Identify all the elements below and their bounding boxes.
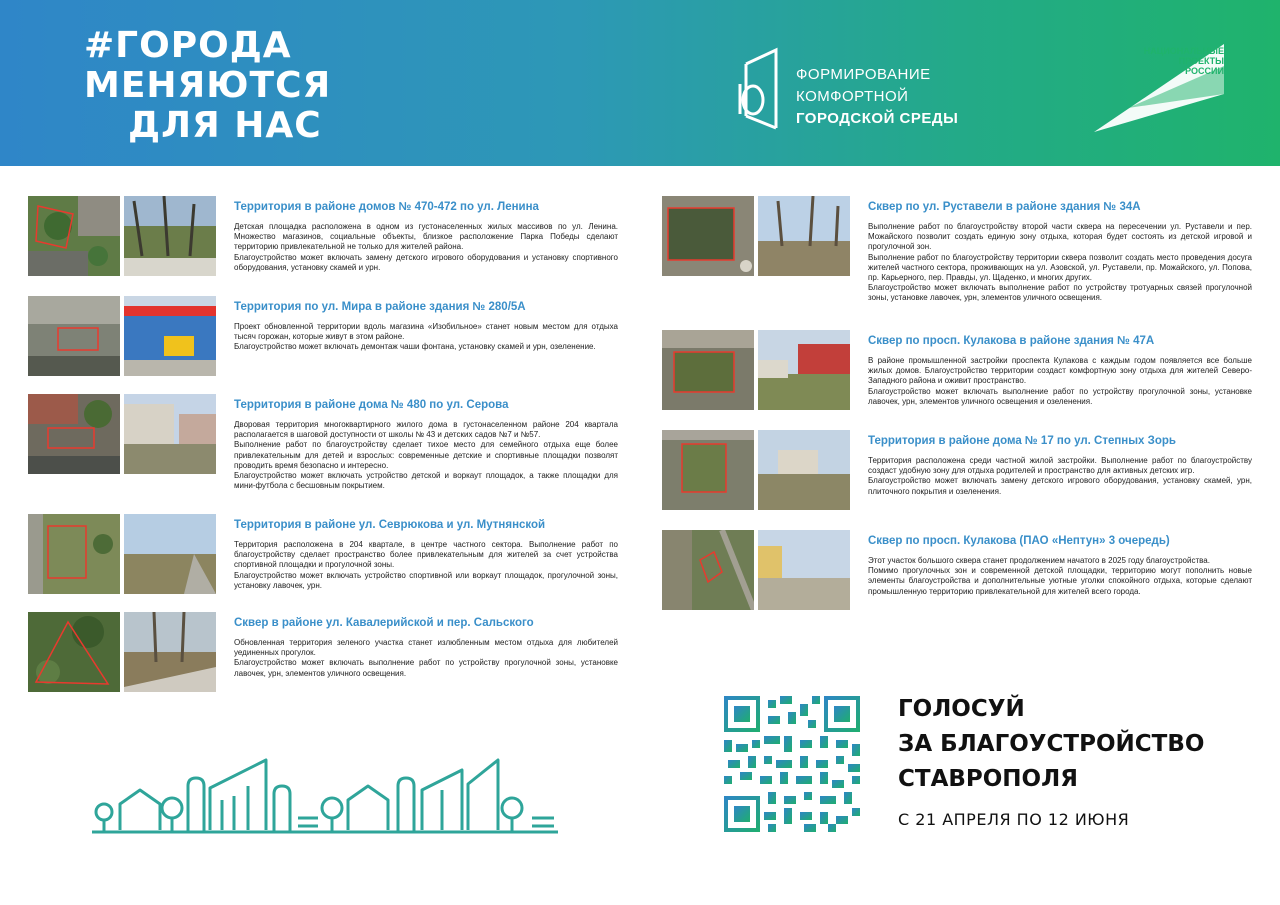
- project-paragraph: Детская площадка расположена в одном из густонаселенных жилых массивов по ул. Ленина. Множество магазинов, социальные объекты, близкое расположение Парка Победы сделают территорию привлекательной не только для жителей района.: [234, 222, 618, 252]
- site-photo: [758, 196, 850, 276]
- project-title: Территория в районе дома № 17 по ул. Степных Зорь: [868, 435, 1176, 447]
- hashtag-line-3: ДЛЯ НАС: [128, 105, 322, 146]
- aerial-photo: [662, 530, 754, 610]
- cta-line-2: ЗА БЛАГОУСТРОЙСТВО: [898, 731, 1205, 757]
- project-text: [234, 616, 618, 679]
- project-photos: [28, 296, 216, 376]
- brand-line-1: ФОРМИРОВАНИЕ: [796, 66, 931, 83]
- project-paragraph: Благоустройство может включать устройство детской и воркаут площадок, а также площадки для мини-футбола с бесшовным покрытием.: [234, 471, 618, 491]
- brand-line-2: КОМФОРТНОЙ: [796, 88, 909, 105]
- project-paragraph: Обновленная территория зеленого участка станет излюбленным местом отдыха для любителей уединенных прогулок.: [234, 638, 618, 658]
- aerial-photo: [662, 330, 754, 410]
- hashtag-slogan: [84, 26, 331, 146]
- project-description: [868, 456, 1252, 497]
- project-photos: [662, 330, 850, 410]
- project-paragraph: Благоустройство может включать демонтаж чаши фонтана, установку скамей и урн, озеленение.: [234, 342, 596, 352]
- project-photos: [28, 394, 216, 474]
- project-title: Сквер по просп. Кулакова в районе здания № 47А: [868, 335, 1155, 347]
- site-photo: [124, 612, 216, 692]
- site-photo: [124, 196, 216, 276]
- project-paragraph: Этот участок большого сквера станет продолжением начатого в 2025 году благоустройства.: [868, 556, 1210, 565]
- project-text: [868, 200, 1252, 304]
- project-description: [868, 556, 1252, 597]
- project-title: Сквер по ул. Руставели в районе здания № 34А: [868, 201, 1141, 213]
- brand-line-3: ГОРОДСКОЙ СРЕДЫ: [796, 110, 959, 127]
- project-title: Территория в районе домов № 470-472 по ул. Ленина: [234, 201, 539, 213]
- project-photos: [28, 612, 216, 692]
- project-photos: [28, 514, 216, 594]
- site-photo: [758, 530, 850, 610]
- project-card: [662, 330, 1262, 430]
- project-text: [234, 200, 618, 273]
- project-paragraph: Дворовая территория многоквартирного жилого дома в густонаселенном районе 204 квартала располагается в шаговой доступности от школы № 43 и детских садов №7 и №57.: [234, 420, 618, 440]
- project-title: Сквер по просп. Кулакова (ПАО «Нептун» 3 очередь): [868, 535, 1170, 547]
- site-photo: [758, 330, 850, 410]
- project-description: [234, 222, 618, 273]
- project-photos: [28, 196, 216, 276]
- left-column: [28, 196, 628, 702]
- project-card: [28, 514, 628, 612]
- national-projects-text: [1134, 46, 1224, 76]
- project-card: [662, 196, 1262, 330]
- project-description: [234, 638, 618, 679]
- project-paragraph: Благоустройство может включать выполнение работ по устройству прогулочной зоны, установке лавочек, урн, элементов уличного освещения.: [234, 658, 618, 678]
- aerial-photo: [662, 430, 754, 510]
- header-banner: [0, 0, 1280, 166]
- project-description: [234, 420, 618, 491]
- site-photo: [124, 394, 216, 474]
- np-line-1: НАЦИОНАЛЬНЫЕ: [1143, 46, 1224, 56]
- aerial-photo: [28, 296, 120, 376]
- project-paragraph: Помимо прогулочных зон и современной детской площадки, территорию могут пополнить новые элементы благоустройства и дополнительные уютные уголки спокойного отдыха, которые сделают промышленную территорию привлекательной для жителей всего города.: [868, 566, 1252, 596]
- project-paragraph: Проект обновленной территории вдоль магазина «Изобильное» станет новым местом для отдыха тысяч горожан, которые живут в этом районе.: [234, 322, 618, 342]
- hashtag-line-2: МЕНЯЮТСЯ: [84, 65, 332, 106]
- project-text: [868, 434, 1252, 497]
- project-title: Территория в районе дома № 480 по ул. Серова: [234, 399, 509, 411]
- project-card: [662, 430, 1262, 530]
- vote-call-to-action: [898, 692, 1204, 797]
- project-paragraph: Благоустройство может включать выполнение работ по устройству тротуарных связей прогулочной зоны, установке лавочек, урн, элементов уличного освещения.: [868, 283, 1252, 303]
- project-paragraph: Благоустройство может включать выполнение работ по устройству прогулочной зоны, установке лавочек, урн, элементов уличного освещения и озеленения.: [868, 386, 1252, 406]
- national-projects-logo: [1094, 44, 1224, 134]
- city-environment-logo-icon: [736, 44, 786, 134]
- brand-text: [796, 64, 958, 130]
- project-photos: [662, 530, 850, 610]
- project-paragraph: Выполнение работ по благоустройству сделает тихое место для семейного отдыха еще более привлекательным для детей и взрослых: современные детские и спортивные площадки позволят проводить время безопасно и интересно.: [234, 440, 618, 470]
- project-description: [234, 322, 618, 353]
- project-paragraph: Выполнение работ по благоустройству территории сквера позволит создать место проведения досуга жителей частного сектора, проживающих на ул. Азовской, ул. Руставели, пр. Можайского, ул. Попова, пр. Карьерного, пер. Правды, ул. Щаденко, и многих других.: [868, 252, 1252, 283]
- cta-line-3: СТАВРОПОЛЯ: [898, 766, 1078, 792]
- np-line-2: ПРОЕКТЫ: [1178, 56, 1224, 66]
- project-card: [28, 394, 628, 514]
- site-photo: [124, 514, 216, 594]
- project-description: [868, 356, 1252, 407]
- aerial-photo: [28, 394, 120, 474]
- project-text: [868, 334, 1252, 407]
- project-title: Территория по ул. Мира в районе здания № 280/5А: [234, 301, 526, 313]
- qr-code-icon: [724, 696, 860, 832]
- site-photo: [758, 430, 850, 510]
- project-paragraph: Территория расположена в 204 квартале, в центре частного сектора. Выполнение работ по благоустройству сделает пространство более привлекательным для жителей за счет устройства спортивной площадки и прогулочной зоны.: [234, 540, 618, 570]
- city-skyline-icon: [92, 756, 562, 836]
- project-card: [28, 296, 628, 394]
- right-column: [662, 196, 1262, 630]
- project-description: [868, 222, 1252, 304]
- project-text: [234, 398, 618, 491]
- comfortable-city-brand: [736, 44, 986, 134]
- project-description: [234, 540, 618, 591]
- project-paragraph: Территория расположена среди частной жилой застройки. Выполнение работ по благоустройству создаст удобную зону для отдыха родителей и пространство для активных детских игр.: [868, 456, 1252, 476]
- project-paragraph: Благоустройство может включать замену детского игрового оборудования, установку скамей, урн, плиточного покрытия и озеленения.: [868, 476, 1252, 496]
- cta-line-1: ГОЛОСУЙ: [898, 696, 1025, 722]
- aerial-photo: [28, 612, 120, 692]
- aerial-photo: [662, 196, 754, 276]
- project-photos: [662, 196, 850, 276]
- voting-dates: С 21 АПРЕЛЯ ПО 12 ИЮНЯ: [898, 810, 1130, 829]
- project-card: [28, 196, 628, 296]
- project-paragraph: В районе промышленной застройки проспекта Кулакова с каждым годом появляется все больше жилых домов. Благоустройство территории создаст комфортную зону отдыха для жителей Северо-Западного района и оживит пространство.: [868, 356, 1252, 386]
- project-text: [868, 534, 1252, 597]
- site-photo: [124, 296, 216, 376]
- aerial-photo: [28, 196, 120, 276]
- project-title: Территория в районе ул. Севрюкова и ул. Мутнянской: [234, 519, 546, 531]
- project-photos: [662, 430, 850, 510]
- project-card: [28, 612, 628, 702]
- project-card: [662, 530, 1262, 630]
- np-line-3: РОССИИ: [1185, 66, 1224, 76]
- project-paragraph: Выполнение работ по благоустройству второй части сквера на пересечении ул. Руставели и пер. Можайского позволит создать единую зону отдыха, которая будет состоять из детской игровой и прогулочной зон.: [868, 222, 1252, 252]
- project-text: [234, 518, 618, 591]
- project-text: [234, 300, 618, 353]
- project-paragraph: Благоустройство может включать устройство спортивной или воркаут площадок, прогулочной зоны, установку лавочек, урн.: [234, 570, 618, 590]
- project-title: Сквер в районе ул. Кавалерийской и пер. Сальского: [234, 617, 534, 629]
- aerial-photo: [28, 514, 120, 594]
- hashtag-line-1: #ГОРОДА: [84, 25, 292, 66]
- project-paragraph: Благоустройство может включать замену детского игрового оборудования и установку спортивного оборудования, установку скамей и урн.: [234, 252, 618, 272]
